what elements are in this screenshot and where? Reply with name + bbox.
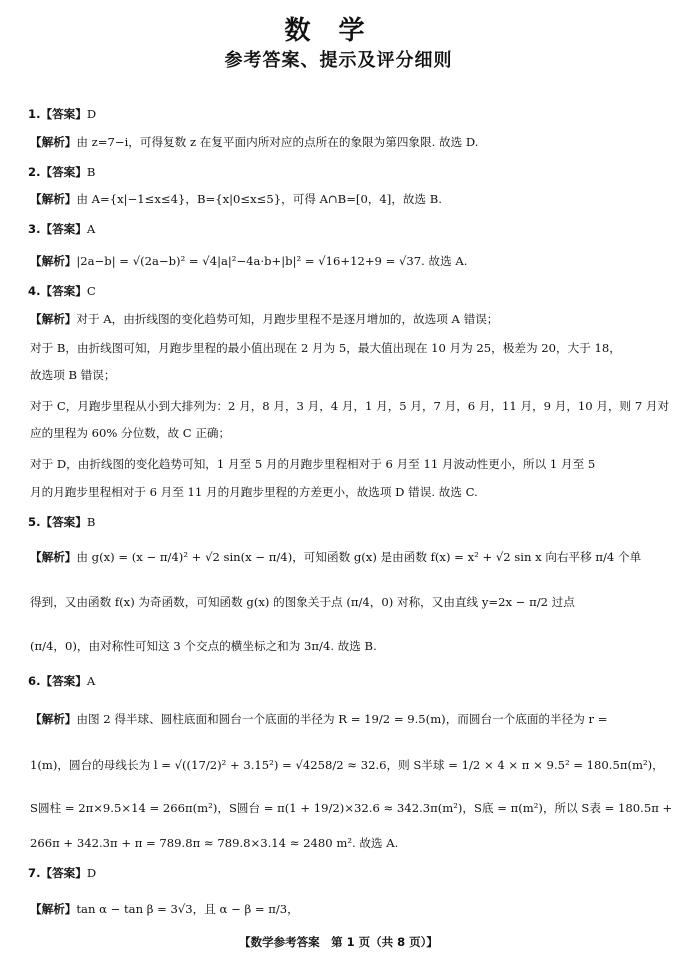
analysis-text: 应的里程为 60% 分位数，故 C 正确； [30, 426, 231, 440]
analysis-tag: 【解析】 [30, 192, 77, 206]
analysis-text: 由 A={x|−1≤x≤4}，B={x|0≤x≤5}，可得 A∩B=[0，4]，故选 B. [76, 192, 442, 206]
analysis-continuation [30, 425, 230, 441]
page-footer: 【数学参考答案 第 1 页（共 8 页）】 [239, 935, 438, 949]
answer-value: C [86, 284, 96, 298]
page-subtitle: 参考答案、提示及评分细则 [224, 50, 453, 71]
analysis-continuation [30, 340, 621, 356]
analysis-text: 266π + 342.3π + π = 789.8π ≈ 789.8×3.14 ≈ 2480 m². 故选 A. [30, 836, 399, 850]
question-number: 5. [28, 515, 41, 529]
answer-value: B [86, 165, 96, 179]
analysis-tag: 【解析】 [30, 902, 77, 916]
analysis-text: 1(m)，圆台的母线长为 l = √((17/2)² + 3.15²) = √4258/2 ≈ 32.6，则 S半球 = 1/2 × 4 × π × 9.5² = 180.5π(m²)， [30, 758, 664, 772]
analysis-text: 由 g(x) = (x − π/4)² + √2 sin(x − π/4)，可知函数 g(x) 是由函数 f(x) = x² + √2 sin x 向右平移 π/4 个单 [76, 550, 642, 564]
analysis-text: S圆柱 = 2π×9.5×14 = 266π(m²)，S圆台 = π(1 + 19/2)×32.6 ≈ 342.3π(m²)，S底 = π(m²)，所以 S表 = 180.5π + [30, 801, 673, 815]
analysis-text: 对于 C，月跑步里程从小到大排列为：2 月，8 月，3 月，4 月，1 月，5 月，7 月，6 月，11 月，9 月，10 月，则 7 月对 [30, 399, 670, 413]
analysis-line [30, 901, 299, 917]
analysis-tag: 【解析】 [30, 550, 77, 564]
analysis-line [30, 134, 478, 150]
analysis-text: |2a−b| = √(2a−b)² = √4|a|²−4a·b+|b|² = √16+12+9 = √37. 故选 A. [76, 254, 468, 268]
analysis-text: 对于 D，由折线图的变化趋势可知，1 月至 5 月的月跑步里程相对于 6 月至 11 月波动性更小，所以 1 月至 5 [30, 457, 596, 471]
question-number: 7. [28, 866, 41, 880]
answer-value: B [86, 515, 96, 529]
analysis-text: 由图 2 得半球、圆柱底面和圆台一个底面的半径为 R = 19/2 = 9.5(m)，而圆台一个底面的半径为 r = [76, 712, 608, 726]
answer-tag: 【答案】 [40, 866, 87, 880]
analysis-text: 由 z=7−i，可得复数 z 在复平面内所对应的点所在的象限为第四象限. 故选 D. [76, 135, 479, 149]
question-number: 3. [28, 222, 41, 236]
answer-value: D [86, 107, 97, 121]
analysis-text: tan α − tan β = 3√3，且 α − β = π/3， [76, 902, 299, 916]
analysis-continuation [30, 638, 377, 654]
answer-tag: 【答案】 [40, 222, 87, 236]
analysis-line [30, 311, 498, 327]
question-number: 6. [28, 674, 41, 688]
analysis-text: 月的月跑步里程相对于 6 月至 11 月的月跑步里程的方差更小，故选项 D 错误. 故选 C. [30, 485, 478, 499]
analysis-continuation [30, 484, 478, 500]
answer-value: A [86, 222, 96, 236]
answer-tag: 【答案】 [40, 674, 87, 688]
question-number: 2. [28, 165, 41, 179]
answer-tag: 【答案】 [40, 515, 87, 529]
analysis-text: 对于 A，由折线图的变化趋势可知，月跑步里程不是逐月增加的，故选项 A 错误； [76, 312, 499, 326]
analysis-line [30, 191, 442, 207]
analysis-text: (π/4，0)，由对称性可知这 3 个交点的横坐标之和为 3π/4. 故选 B. [30, 639, 377, 653]
analysis-continuation [30, 800, 672, 816]
analysis-tag: 【解析】 [30, 135, 77, 149]
answer-line [28, 673, 95, 689]
answer-line [28, 164, 95, 180]
answer-tag: 【答案】 [40, 284, 87, 298]
answer-line [28, 106, 96, 122]
analysis-tag: 【解析】 [30, 254, 77, 268]
analysis-tag: 【解析】 [30, 312, 77, 326]
answer-line [28, 514, 95, 530]
analysis-continuation [30, 594, 575, 610]
page-title: 数学 [284, 16, 393, 46]
answer-value: A [86, 674, 96, 688]
answer-line [28, 221, 95, 237]
analysis-continuation [30, 398, 669, 414]
analysis-text: 得到，又由函数 f(x) 为奇函数，可知函数 g(x) 的图象关于点 (π/4，0) 对称，又由直线 y=2x − π/2 过点 [30, 595, 575, 609]
answer-tag: 【答案】 [40, 165, 87, 179]
analysis-text: 故选项 B 错误； [30, 368, 116, 382]
analysis-continuation [30, 835, 398, 851]
analysis-line [30, 711, 607, 727]
analysis-tag: 【解析】 [30, 712, 77, 726]
analysis-continuation [30, 456, 595, 472]
analysis-line [30, 549, 641, 565]
analysis-line [30, 253, 467, 269]
analysis-continuation [30, 367, 115, 383]
answer-line [28, 865, 96, 881]
answer-value: D [86, 866, 97, 880]
answer-tag: 【答案】 [40, 107, 87, 121]
question-number: 4. [28, 284, 41, 298]
analysis-continuation [30, 757, 664, 773]
analysis-text: 对于 B，由折线图可知，月跑步里程的最小值出现在 2 月为 5，最大值出现在 10 月为 25，极差为 20，大于 18， [30, 341, 621, 355]
answer-line [28, 283, 96, 299]
question-number: 1. [28, 107, 41, 121]
